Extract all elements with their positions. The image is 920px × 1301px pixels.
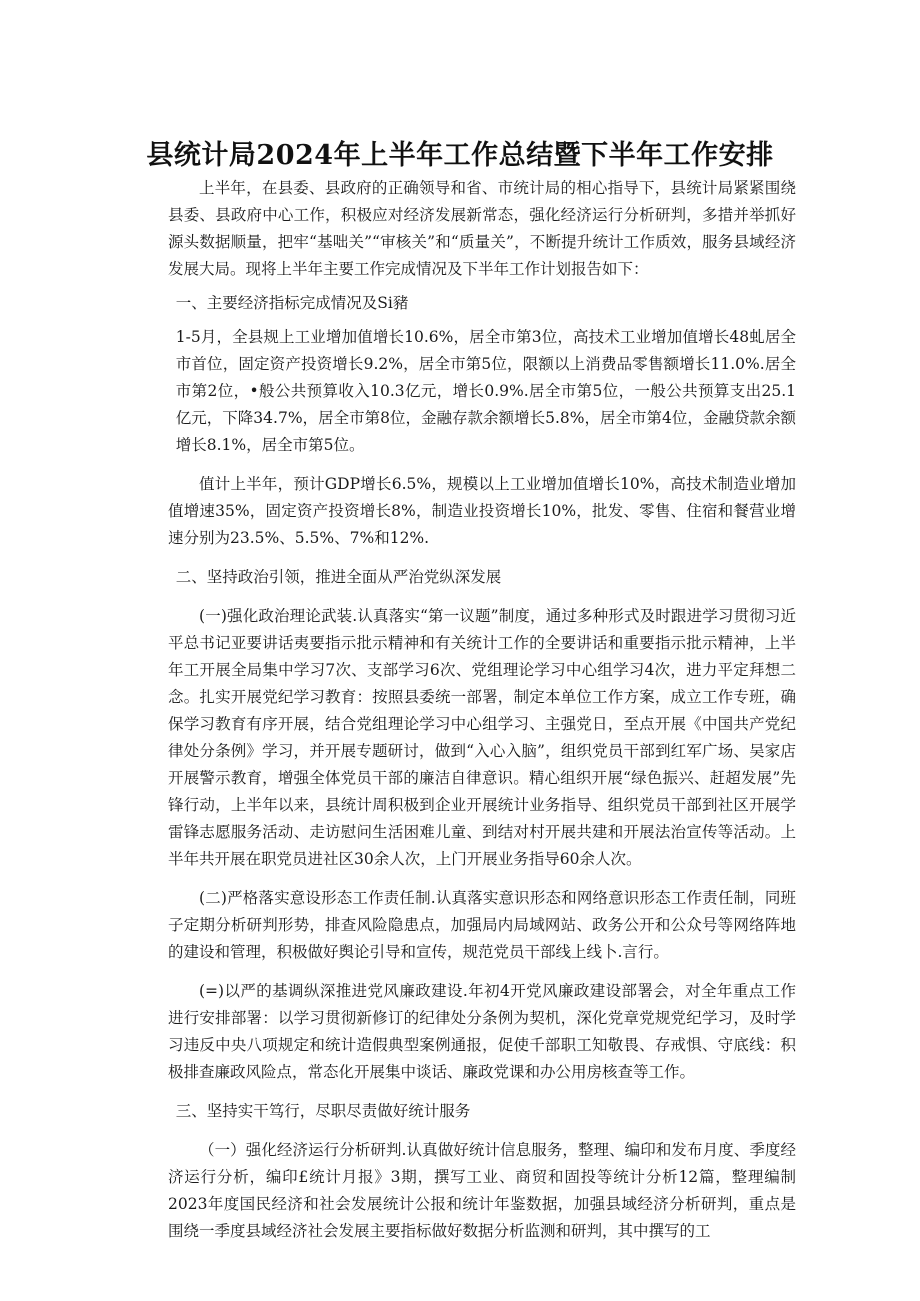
- paragraph-clean-governance: (=)以严的基调纵深推进党风廉政建设.年初4开党风廉政建设部署会，对全年重点工作进行安排部署：以学习贯彻新修订的纪律处分条例为契机，深化党章党规党纪学习，及时学习违反中央八项规定和统计造假典型案例通报，促使千部职工知敬畏、存戒惧、守底线：积极排查廉政风险点，常态化开展集中谈话、廉政党课和办公用房核查等工作。: [168, 982, 796, 1081]
- paragraph-forecast-h1: 值计上半年，预计GDP增长6.5%，规模以上工业增加值增长10%，高技术制造业增加值增速35%，固定资产投资增长8%，制造业投资增长10%，批发、零售、住宿和餐营业增速分别为23.5%、5.5%、7%和12%.: [168, 475, 796, 547]
- paragraph-indicators-jan-may: 1-5月，全县规上工业增加值增长10.6%，居全市第3位，高技术工业增加值增长48虬居全市首位，固定资产投资增长9.2%，居全市第5位，限额以上消费品零售额增长11.0%.居全市第2位，•般公共预算收入10.3亿元，增长0.9%.居全市第5位，一般公共预算支出25.1亿元，下降34.7%，居全市第8位，金融存款余额增长5.8%，居全市第4位，金融贷款余额增长8.1%，居全市第5位。: [175, 328, 796, 454]
- paragraph-political-theory: (一)强化政治理论武装.认真落实“第一议题”制度，通过多种形式及时跟进学习贯彻习近平总书记亚要讲话夷要指示批示精神和有关统计工作的全要讲话和重要指示批示精神，上半年工开展全局集中学习7次、支部学习6次、党组理论学习中心组学习4次，进力平定拜想二念。扎实开展党纪学习教育：按照县委统一部署，制定本单位工作方案，成立工作专班，确保学习教育有序开展，结合党组理论学习中心组学习、主强党日，至点开展《中国共产党纪律处分条例》学习，并开展专题研讨，做到“入心入脑”，组织党员干部到红军广场、吴家店开展警示教育，增强全体党员干部的廉洁自律意识。精心组织开展“绿色振兴、赶超发展”先锋行动，上半年以来，县统计周积极到企业开展统计业务指导、组织党员干部到社区开展学雷锋志愿服务活动、走访慰问生活困难儿童、到结对村开展共建和开展法治宣传等活动。上半年共开展在职党员进社区30余人次，上门开展业务指导60余人次。: [168, 607, 796, 868]
- section-heading-3: 三、坚持实干笃行，尽职尽责做好统计服务: [175, 1102, 471, 1120]
- document-body: [168, 175, 796, 1245]
- paragraph-ideology-responsibility: (二)严格落实意设形态工作责任制.认真落实意识形态和网络意识形态工作责任制，同班子定期分析研判形势，排查风险隐患点，加强局内局域网站、政务公开和公众号等网络阵地的建设和管理，积极做好舆论引导和宣传，规范党员干部线上线卜.言行。: [168, 889, 796, 961]
- section-heading-1: 一、主要经济指标完成情况及Si豬: [175, 294, 409, 312]
- paragraph-economic-analysis: （一）强化经济运行分析研判.认真做好统计信息服务，整理、编印和发布月度、季度经济运行分析，编印£统计月报》3期，撰写工业、商贸和固投等统计分析12篇，整理编制2023年度国民经济和社会发展统计公报和统计年鉴数据，加强县域经济分析研判，重点是围绕一季度县域经济社会发展主要指标做好数据分析监测和研判，其中撰写的工: [168, 1141, 796, 1240]
- document-title: 县统计局2024年上半年工作总结暨下半年工作安排: [146, 140, 774, 172]
- paragraph-intro: 上半年，在县委、县政府的正确领导和省、市统计局的相心指导下，县统计局紧紧围绕县委、县政府中心工作，积极应对经济发展新常态，强化经济运行分析研判，多措并举抓好源头数据顺量，把牢“基咄关”“审核关”和“质量关”，不断提升统计工作质效，服务县域经济发展大局。现将上半年主要工作完成情况及下半年工作计划报告如下：: [168, 179, 796, 278]
- section-heading-2: 二、坚持政治引领，推进全面从严治党纵深发展: [175, 568, 502, 586]
